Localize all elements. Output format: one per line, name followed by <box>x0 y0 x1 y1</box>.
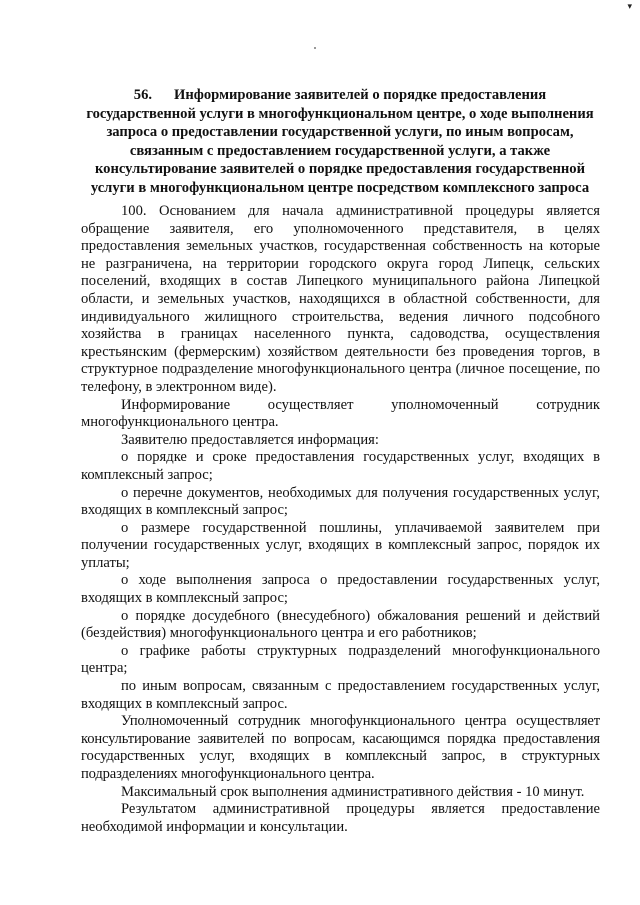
corner-mark: ▾ <box>627 1 632 11</box>
list-item-documents: о перечне документов, необходимых для получения государственных услуг, входящих в комплексный запрос; <box>81 484 600 519</box>
list-item-schedule: о графике работы структурных подразделений многофункционального центра; <box>81 642 600 677</box>
document-body <box>81 203 600 836</box>
paragraph-consulting: Уполномоченный сотрудник многофункционального центра осуществляет консультирование заявителей по вопросам, касающимся порядка предоставления государственных услуг, входящих в комплексный запрос, в структурных подразделениях многофункционального центра. <box>81 713 600 782</box>
paragraph-informing: Информирование осуществляет уполномоченный сотрудник многофункционального центра. <box>81 396 600 431</box>
scan-artifact <box>314 47 316 49</box>
paragraph-100: 100. Основанием для начала административной процедуры является обращение заявителя, его уполномоченного представителя, в целях предоставления земельных участков, государственная собственность на которые не разграничена, на территории городского округа город Липецк, сельских поселений, входящих в состав Липецкого муниципального района Липецкой области, и земельных участков, находящихся в областной собственности, для индивидуального жилищного строительства, ведения личного подсобного хозяйства в границах населенного пункта, садоводства, осуществления крестьянским (фермерским) хозяйством деятельности без проведения торгов, в структурное подразделение многофункционального центра (личное посещение, по телефону, в электронном виде). <box>81 203 600 395</box>
paragraph-info-intro: Заявителю предоставляется информация: <box>121 431 379 448</box>
list-item-appeal: о порядке досудебного (внесудебного) обжалования решений и действий (бездействия) многофункционального центра и его работников; <box>81 607 600 642</box>
list-item-procedure: о порядке и сроке предоставления государственных услуг, входящих в комплексный запрос; <box>81 449 600 483</box>
list-item-status: о ходе выполнения запроса о предоставлении государственных услуг, входящих в комплексный запрос; <box>81 572 600 607</box>
section-heading <box>80 86 600 198</box>
section-number: 56. <box>133 87 153 103</box>
section-title: Информирование заявителей о порядке предоставления государственной услуги в многофункциональном центре, о ходе выполнения запроса о предоставлении государственной услуги, по иным вопросам, связанным с предоставлением государственной услуги, а также консультирование заявителей о порядке предоставления государственной услуги в многофункциональном центре посредством комплексного запроса <box>86 87 594 196</box>
list-item-fee: о размере государственной пошлины, уплачиваемой заявителем при получении государственных услуг, входящих в комплексный запрос, порядок их уплаты; <box>81 519 600 571</box>
paragraph-result: Результатом административной процедуры является предоставление необходимой информации и консультации. <box>81 801 600 835</box>
paragraph-max-time: Максимальный срок выполнения административного действия - 10 минут. <box>121 783 585 800</box>
list-item-other: по иным вопросам, связанным с предоставлением государственных услуг, входящих в комплексный запрос. <box>81 678 600 712</box>
